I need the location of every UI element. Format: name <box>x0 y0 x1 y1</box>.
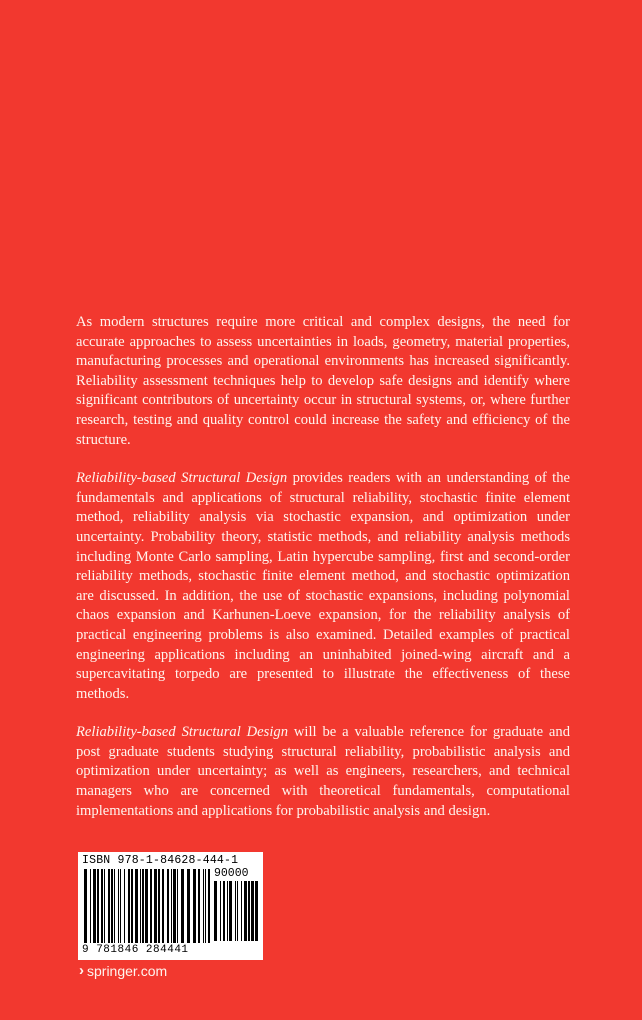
barcode-bar <box>214 881 217 941</box>
isbn-number: ISBN 978-1-84628-444-1 <box>82 854 239 867</box>
blurb-paragraph-3-text: will be a valuable reference for graduate and post graduate students studying structural reliability, probabilistic analysis and optimization under uncertainty; as well as engineers, researchers, and technical managers who are concerned with theoretical fundamentals, computational implementations and applications for probabilistic analysis and design. <box>76 724 571 819</box>
barcode-addon-bars <box>214 881 258 941</box>
barcode-bar <box>208 869 210 943</box>
barcode-bar <box>120 869 121 943</box>
isbn-barcode <box>78 852 263 960</box>
barcode-bar <box>181 869 184 943</box>
blurb-text <box>76 313 570 840</box>
barcode-bar <box>171 869 172 943</box>
barcode-bar <box>193 869 196 943</box>
barcode-bar <box>162 869 164 943</box>
barcode-bar <box>150 869 152 943</box>
barcode-bar <box>187 869 190 943</box>
barcode-bar <box>108 869 110 943</box>
barcode-bar <box>229 881 232 941</box>
barcode-bar <box>111 869 113 943</box>
barcode-bar <box>255 881 258 941</box>
barcode-bar <box>177 869 178 943</box>
barcode-bar <box>104 869 105 943</box>
barcode-bar <box>235 881 236 941</box>
barcode-bar <box>167 869 169 943</box>
barcode-bar <box>198 869 200 943</box>
barcode-bar <box>114 869 115 943</box>
barcode-bar <box>158 869 160 943</box>
publisher-website-link[interactable] <box>79 962 167 979</box>
barcode-bar <box>90 869 91 943</box>
book-title-italic: Reliability-based Structural Design <box>76 470 288 487</box>
barcode-bar <box>128 869 130 943</box>
price-code: 90000 <box>214 867 249 880</box>
barcode-bar <box>251 881 254 941</box>
blurb-paragraph-3 <box>76 723 570 821</box>
barcode-bar <box>220 881 221 941</box>
barcode-digits: 9 781846 284441 <box>82 944 189 956</box>
barcode-bar <box>223 881 225 941</box>
barcode-bar <box>131 869 133 943</box>
barcode-bar <box>97 869 99 943</box>
barcode-bar <box>205 869 206 943</box>
barcode-bar <box>237 881 238 941</box>
book-title-italic: Reliability-based Structural Design <box>76 724 288 741</box>
chevron-right-icon: › <box>79 962 84 979</box>
barcode-bar <box>124 869 125 943</box>
barcode-bar <box>84 869 87 943</box>
blurb-paragraph-2 <box>76 469 570 704</box>
barcode-bar <box>203 869 204 943</box>
barcode-bar <box>101 869 103 943</box>
barcode-bar <box>145 869 148 943</box>
barcode-bar <box>140 869 141 943</box>
barcode-bars <box>84 869 210 943</box>
barcode-bar <box>227 881 228 941</box>
barcode-bar <box>173 869 176 943</box>
barcode-bar <box>93 869 96 943</box>
publisher-website: springer.com <box>87 962 168 979</box>
barcode-bar <box>248 881 250 941</box>
blurb-paragraph-2-text: provides readers with an understanding of the fundamentals and applications of structural reliability, stochastic finite element method, reliability analysis via stochastic expansion, and optimization under uncertainty. Probability theory, statistic methods, and reliability analysis methods including Monte Carlo sampling, Latin hypercube sampling, first and second-order reliability methods, stochastic finite element method, and stochastic optimization are discussed. In addition, the use of stochastic expansions, including polynomial chaos expansion and Karhunen-Loeve expansion, for the reliability analysis of practical engineering problems is also examined. Detailed examples of practical engineering applications including an uninhabited joined-wing aircraft and a supercavitating torpedo are presented to illustrate the effectiveness of these methods. <box>76 470 571 702</box>
barcode-bar <box>118 869 119 943</box>
barcode-bar <box>244 881 247 941</box>
blurb-paragraph-1: As modern structures require more critical and complex designs, the need for accurate approaches to assess uncertainties in loads, geometry, material properties, manufacturing processes and operational environments has increased significantly. Reliability assessment techniques help to develop safe designs and identify where significant contributors of uncertainty occur in structural systems, or, where further research, testing and quality control could increase the safety and efficiency of the structure. <box>76 314 570 448</box>
barcode-bar <box>135 869 138 943</box>
barcode-bar <box>142 869 144 943</box>
barcode-bar <box>241 881 242 941</box>
barcode-bar <box>154 869 157 943</box>
